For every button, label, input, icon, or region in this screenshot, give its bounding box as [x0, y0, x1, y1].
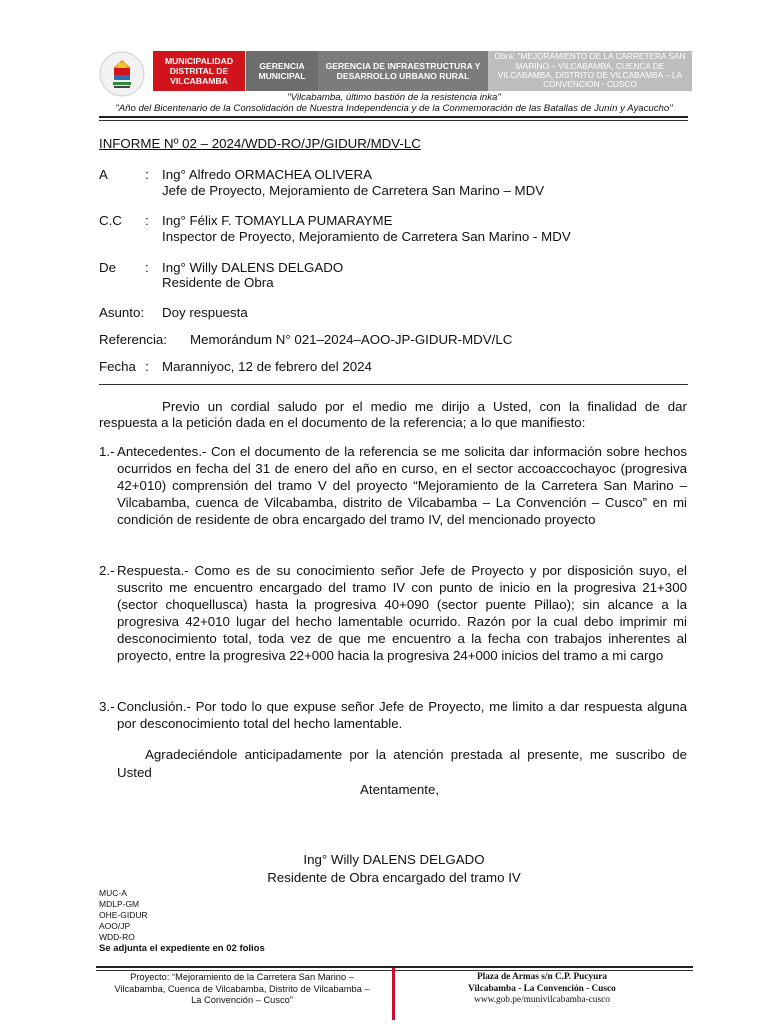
p3-number: 3.- — [99, 699, 115, 714]
footer-project-line-3: La Convención – Cusco” — [191, 995, 293, 1005]
footer-project-line-1: Proyecto: “Mejoramiento de la Carretera San Marino – — [130, 972, 354, 982]
slogan-year: "Año del Bicentenario de la Consolidación de Nuestra Independencia y de la Conmemoración de las Batallas de Junín y Ayacucho" — [115, 103, 673, 114]
de-colon: : — [145, 260, 149, 275]
copy-list-item: MUC-A — [99, 888, 127, 898]
p3-text: Conclusión.- Por todo lo que expuse señor Jefe de Proyecto, me limito a dar respuesta alguna por desconocimiento total del hecho lamentable. — [117, 699, 687, 731]
attachment-note: Se adjunta el expediente en 02 folios — [99, 943, 265, 954]
de-role: Residente de Obra — [162, 275, 274, 290]
copy-list-item: AOO/JP — [99, 921, 131, 931]
signature-role: Residente de Obra encargado del tramo IV — [267, 870, 521, 885]
cc-colon: : — [145, 213, 149, 228]
fecha-colon: : — [145, 359, 149, 374]
municipality-header-box: MUNICIPALIDAD DISTRITAL DE VILCABAMBA — [153, 51, 245, 91]
copy-list-item: MDLP-GM — [99, 899, 140, 909]
footer-address-line-2: Vilcabamba - La Convención - Cusco — [468, 983, 616, 994]
atentamente: Atentamente, — [360, 782, 440, 797]
intro-line-1: Previo un cordial saludo por el medio me dirijo a Usted, con la finalidad de dar — [162, 399, 687, 414]
closing-line-1: Agradeciéndole anticipadamente por la atención prestada al presente, me suscribo de — [145, 747, 687, 762]
project-name-box: Obra: "MEJORAMIENTO DE LA CARRETERA SAN MARINO – VILCABAMBA, CUENCA DE VILCABAMBA, DISTRITO DE VILCABAMBA – LA CONVENCION - CUSCO — [488, 51, 692, 91]
footer-address-line-1: Plaza de Armas s/n C.P. Pucyura — [476, 972, 608, 982]
copy-list-item: WDD-RO — [99, 932, 135, 942]
a-label: A — [99, 167, 108, 182]
cc-label: C.C — [99, 213, 122, 228]
a-colon: : — [145, 167, 149, 182]
fecha-value: Maranniyoc, 12 de febrero del 2024 — [162, 359, 372, 374]
asunto-label: Asunto: — [99, 305, 145, 320]
a-name: Ing° Alfredo ORMACHEA OLIVERA — [162, 167, 373, 182]
footer-project-line-2: Vilcabamba, Cuenca de Vilcabamba, Distrito de Vilcabamba – — [114, 983, 370, 994]
de-label: De — [99, 260, 116, 275]
copy-list-item: OHE-GIDUR — [99, 910, 148, 920]
referencia-label: Referencia: — [99, 332, 167, 347]
a-role: Jefe de Proyecto, Mejoramiento de Carretera San Marino – MDV — [162, 183, 545, 198]
footer-address — [425, 972, 659, 1007]
p1-number: 1.- — [99, 444, 115, 459]
de-name: Ing° Willy DALENS DELGADO — [162, 260, 344, 275]
header-divider-thin — [99, 120, 688, 121]
footer-project — [96, 972, 388, 1007]
footer-separator — [392, 968, 395, 1020]
p1-text: Antecedentes.- Con el documento de la referencia se me solicita dar información sobre hechos ocurridos en fecha del 31 de enero del año en curso, en el sector accoaccochayoc (progresiva 42+010) comprensión del tramo V del proyecto “Mejoramiento de la Carretera San Marino – Vilcabamba, cuenca de Vilcabamba, distrito de Vilcabamba – La Convención – Cusco” en mi condición de residente de obra encargado del tramo IV, del mencionado proyecto — [117, 444, 687, 527]
cc-role: Inspector de Proyecto, Mejoramiento de Carretera San Marino - MDV — [162, 229, 571, 244]
p2-text: Respuesta.- Como es de su conocimiento señor Jefe de Proyecto y por disposición suyo, el suscrito me encuentro encargado del tramo IV con punto de inicio en la progresiva 21+300 (sector choquellusca) hasta la progresiva 40+090 (sector puente Pillao); sin alcance a la progresiva 42+010 lugar del hecho lamentable ocurrido. Razón por la cual debo imprimir mi desconocimiento total, toda vez de que me encuentro a la fecha con trabajos inherentes al proyecto, entre la progresiva 22+000 hacia la progresiva 24+000 inicios del tramo a mi cargo — [117, 563, 687, 663]
fecha-label: Fecha — [99, 359, 136, 374]
slogan-vilcabamba: "Vilcabamba, último bastión de la resistencia inka" — [287, 92, 501, 103]
referencia-value: Memorándum N° 021–2024–AOO-JP-GIDUR-MDV/LC — [190, 332, 513, 347]
gerencia-municipal-box: GERENCIA MUNICIPAL — [246, 51, 318, 91]
footer-website-link[interactable]: www.gob.pe/munivilcabamba-cusco — [474, 995, 610, 1005]
report-title: INFORME Nº 02 – 2024/WDD-RO/JP/GIDUR/MDV-LC — [99, 136, 421, 151]
signature-name: Ing° Willy DALENS DELGADO — [303, 852, 485, 867]
closing-line-2: Usted — [117, 765, 152, 780]
cc-name: Ing° Félix F. TOMAYLLA PUMARAYME — [162, 213, 393, 228]
p2-number: 2.- — [99, 563, 115, 578]
intro-line-2: respuesta a la petición dada en el documento de la referencia; a lo que manifiesto: — [99, 415, 586, 430]
asunto-value: Doy respuesta — [162, 305, 248, 320]
gerencia-infraestructura-box: GERENCIA DE INFRAESTRUCTURA Y DESARROLLO URBANO RURAL — [318, 51, 488, 91]
body-divider — [99, 384, 688, 385]
header-divider — [99, 116, 688, 118]
municipal-crest-icon — [99, 51, 145, 97]
